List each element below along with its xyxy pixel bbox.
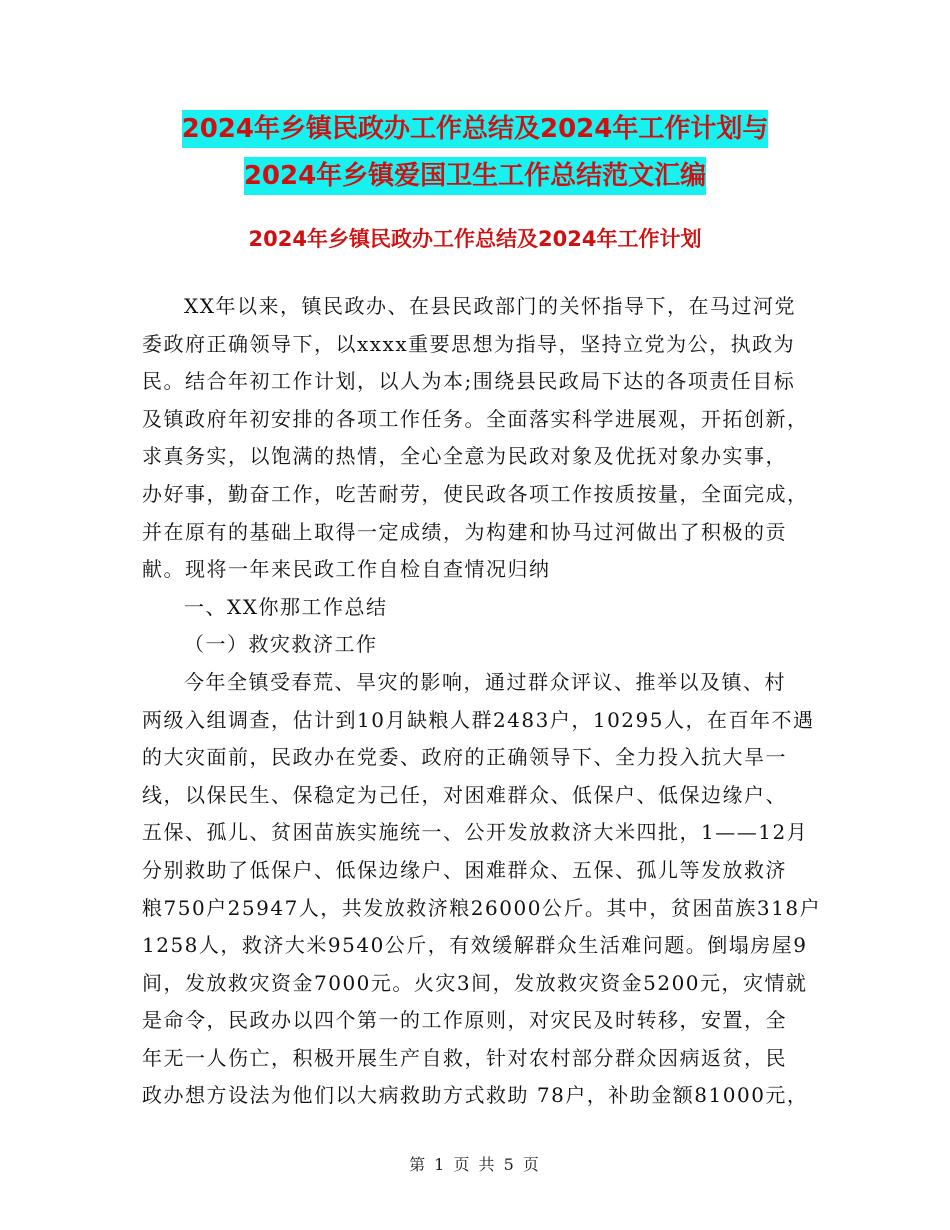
text-line: 间，发放救灾资金7000元。火灾3间，发放救灾资金5200元，灾情就 [142, 970, 808, 995]
text-line: 1258人，救济大米9540公斤，有效缓解群众生活难问题。倒塌房屋9 [142, 933, 808, 958]
document-title-line-2 [0, 158, 950, 194]
text-line: 分别救助了低保户、低保边缘户、困难群众、五保、孤儿等发放救济 [142, 857, 787, 882]
page-number-footer: 第 1 页 共 5 页 [409, 1155, 541, 1174]
text-line: 献。现将一年来民政工作自检自查情况归纳 [142, 557, 551, 582]
text-line: 五保、孤儿、贫困苗族实施统一、公开发放救济大米四批，1——12月 [142, 820, 809, 845]
highlighted-title-text-1: 2024年乡镇民政办工作总结及2024年工作计划与 [182, 110, 769, 148]
text-line: 的大灾面前，民政办在党委、政府的正确领导下、全力投入抗大旱一 [142, 745, 787, 770]
text-line: 两级入组调查，估计到10月缺粮人群2483户，10295人，在百年不遇 [142, 707, 815, 732]
text-line: 今年全镇受春荒、旱灾的影响，通过群众评议、推举以及镇、村 [184, 669, 786, 694]
body-text [142, 288, 822, 1115]
text-line: 民。结合年初工作计划，以人为本;围绕县民政局下达的各项责任目标 [142, 369, 796, 394]
text-line: 求真务实，以饱满的热情，全心全意为民政对象及优抚对象办实事， [142, 444, 787, 469]
text-line: 粮750户25947人，共发放救济粮26000公斤。其中，贫困苗族318户 [142, 895, 822, 920]
subsection-heading-1: （一）救灾救济工作 [184, 632, 378, 657]
section-heading: 2024年乡镇民政办工作总结及2024年工作计划 [248, 227, 702, 251]
text-line: 线，以保民生、保稳定为己任，对困难群众、低保户、低保边缘户、 [142, 782, 787, 807]
text-line: 办好事，勤奋工作，吃苦耐劳，使民政各项工作按质按量，全面完成， [142, 481, 809, 506]
text-line: 及镇政府年初安排的各项工作任务。全面落实科学进展观，开拓创新， [142, 406, 809, 431]
text-line: XX年以来，镇民政办、在县民政部门的关怀指导下，在马过河党 [184, 294, 796, 318]
text-line: 是命令，民政办以四个第一的工作原则，对灾民及时转移，安置，全 [142, 1008, 787, 1033]
text-line: 并在原有的基础上取得一定成绩，为构建和协马过河做出了积极的贡 [142, 519, 787, 544]
section-heading-1: 一、XX你那工作总结 [184, 594, 388, 619]
highlighted-title-text-2: 2024年乡镇爱国卫生工作总结范文汇编 [244, 157, 706, 195]
text-line: 政办想方设法为他们以大病救助方式救助 78户，补助金额81000元， [142, 1083, 809, 1108]
document-title-line-1 [0, 111, 950, 147]
text-line: 委政府正确领导下，以xxxx重要思想为指导，坚持立党为公，执政为 [142, 331, 796, 356]
text-line: 年无一人伤亡，积极开展生产自救，针对农村部分群众因病返贫，民 [142, 1045, 787, 1070]
